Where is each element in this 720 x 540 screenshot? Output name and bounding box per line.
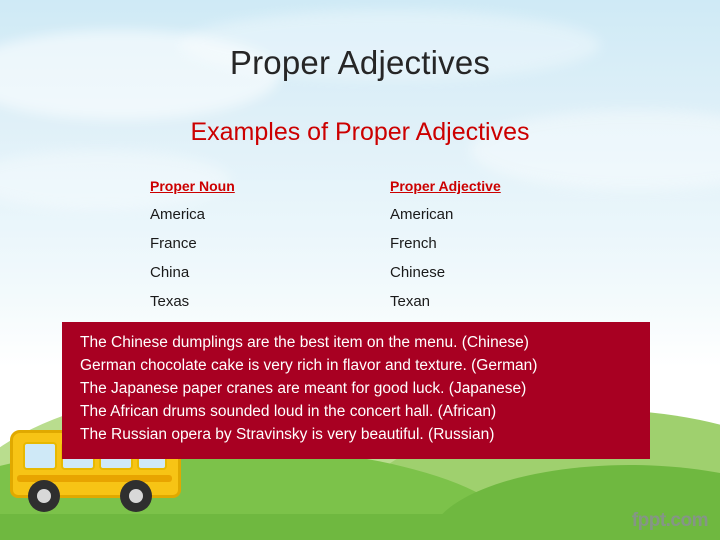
example-sentence: The Japanese paper cranes are meant for good luck. (Japanese): [80, 380, 527, 397]
example-sentence: The African drums sounded loud in the concert hall. (African): [80, 403, 497, 420]
slide-title: Proper Adjectives: [229, 44, 491, 81]
bus-window: [23, 442, 57, 470]
table-row: [150, 264, 580, 281]
fppt-watermark: fppt.com: [631, 510, 708, 531]
cell-proper-adjective: French: [390, 235, 437, 252]
cell-proper-noun: France: [150, 235, 197, 252]
cell-proper-adjective: Chinese: [390, 264, 446, 281]
ground-decoration: [0, 514, 720, 540]
column-header-proper-adjective: Proper Adjective: [390, 178, 501, 194]
example-sentence: The Chinese dumplings are the best item on the menu. (Chinese): [80, 334, 529, 351]
proper-adjectives-table: [150, 178, 580, 322]
example-sentence: The Russian opera by Stravinsky is very beautiful. (Russian): [80, 426, 495, 443]
column-header-proper-noun: Proper Noun: [150, 178, 235, 194]
cell-proper-noun: America: [150, 206, 206, 223]
table-row: [150, 235, 580, 252]
example-sentence: German chocolate cake is very rich in flavor and texture. (German): [80, 357, 538, 374]
cell-proper-noun: China: [150, 264, 190, 281]
cell-proper-adjective: Texan: [390, 293, 431, 310]
table-header-row: [150, 178, 580, 194]
cell-proper-noun: Texas: [150, 293, 190, 310]
example-sentences-panel: [62, 322, 650, 459]
bus-wheel: [120, 480, 152, 512]
cell-proper-adjective: American: [390, 206, 454, 223]
slide-subtitle: Examples of Proper Adjectives: [190, 118, 530, 146]
table-row: [150, 206, 580, 223]
bus-wheel: [28, 480, 60, 512]
table-row: [150, 293, 580, 310]
